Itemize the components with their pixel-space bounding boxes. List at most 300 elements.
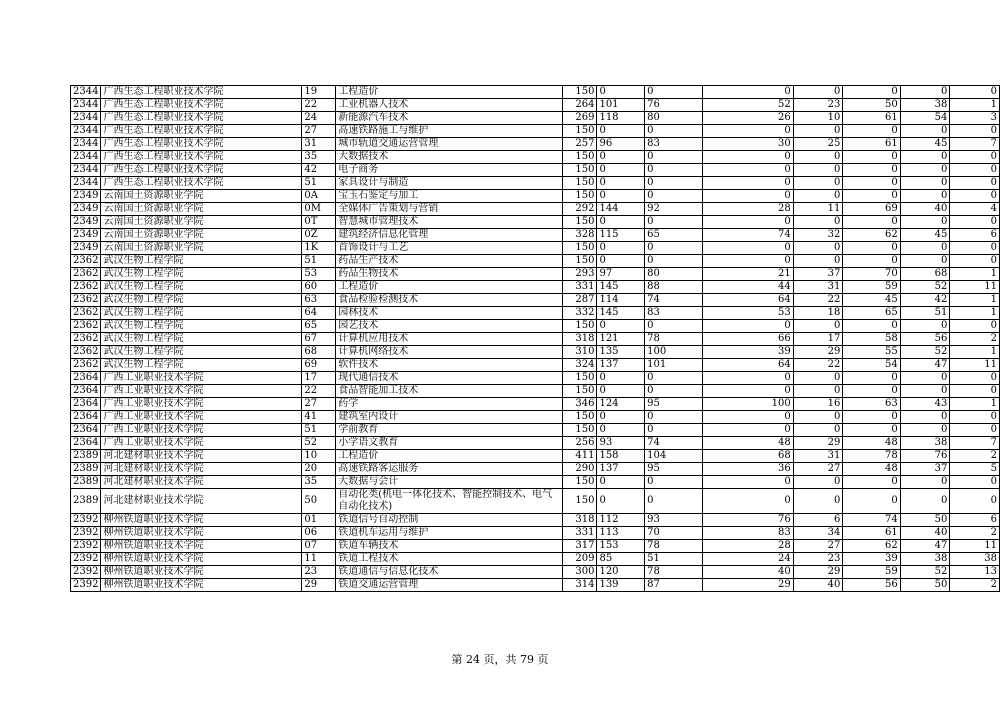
col-f-cell: 0 (900, 320, 950, 333)
school-code-cell: 2344 (71, 112, 101, 125)
major-name-cell: 铁道交通运营管理 (336, 579, 562, 592)
major-code-cell: 35 (302, 476, 336, 489)
plan-score-cell: 346 (562, 398, 597, 411)
school-code-cell: 2362 (71, 320, 101, 333)
plan-score-cell: 287 (562, 294, 597, 307)
major-name-cell: 电子商务 (336, 164, 562, 177)
school-name-cell: 河北建材职业技术学院 (101, 463, 302, 476)
col-b-cell: 0 (645, 190, 703, 203)
school-name-cell: 武汉生物工程学院 (101, 320, 302, 333)
table-row (71, 527, 1000, 540)
col-f-cell: 50 (900, 579, 950, 592)
table-row (71, 112, 1000, 125)
major-code-cell: 01 (302, 514, 336, 527)
table-row (71, 398, 1000, 411)
table-row (71, 514, 1000, 527)
plan-score-cell: 411 (562, 450, 597, 463)
col-f-cell: 68 (900, 268, 950, 281)
col-b-cell: 0 (645, 164, 703, 177)
col-f-cell: 0 (900, 476, 950, 489)
col-b-cell: 51 (645, 553, 703, 566)
col-g-cell: 7 (950, 437, 1000, 450)
major-name-cell: 软件技术 (336, 359, 562, 372)
table-row (71, 190, 1000, 203)
col-c-cell: 0 (702, 372, 793, 385)
plan-score-cell: 290 (562, 463, 597, 476)
col-d-cell: 25 (793, 138, 843, 151)
col-e-cell: 0 (843, 424, 900, 437)
col-b-cell: 87 (645, 579, 703, 592)
col-d-cell: 0 (793, 372, 843, 385)
col-b-cell: 101 (645, 359, 703, 372)
col-b-cell: 78 (645, 540, 703, 553)
plan-score-cell: 150 (562, 489, 597, 514)
col-c-cell: 0 (702, 411, 793, 424)
table-row (71, 320, 1000, 333)
major-name-cell: 学前教育 (336, 424, 562, 437)
table-row (71, 216, 1000, 229)
col-b-cell: 80 (645, 112, 703, 125)
school-name-cell: 柳州铁道职业技术学院 (101, 514, 302, 527)
table-row (71, 450, 1000, 463)
school-code-cell: 2389 (71, 450, 101, 463)
col-a-cell: 0 (597, 476, 645, 489)
school-name-cell: 河北建材职业技术学院 (101, 489, 302, 514)
col-a-cell: 97 (597, 268, 645, 281)
col-e-cell: 58 (843, 333, 900, 346)
col-c-cell: 0 (702, 255, 793, 268)
school-code-cell: 2364 (71, 398, 101, 411)
table-row (71, 151, 1000, 164)
col-f-cell: 50 (900, 514, 950, 527)
school-name-cell: 云南国土资源职业学院 (101, 216, 302, 229)
school-code-cell: 2344 (71, 151, 101, 164)
school-code-cell: 2392 (71, 527, 101, 540)
major-name-cell: 工程造价 (336, 86, 562, 99)
col-f-cell: 54 (900, 112, 950, 125)
table-row (71, 229, 1000, 242)
major-code-cell: 11 (302, 553, 336, 566)
major-code-cell: 0Z (302, 229, 336, 242)
col-a-cell: 0 (597, 164, 645, 177)
col-d-cell: 29 (793, 566, 843, 579)
major-code-cell: 51 (302, 255, 336, 268)
col-c-cell: 0 (702, 86, 793, 99)
plan-score-cell: 300 (562, 566, 597, 579)
col-f-cell: 52 (900, 566, 950, 579)
plan-score-cell: 150 (562, 164, 597, 177)
col-f-cell: 0 (900, 216, 950, 229)
table-row (71, 463, 1000, 476)
school-name-cell: 广西生态工程职业技术学院 (101, 125, 302, 138)
major-name-cell: 城市轨道交通运营管理 (336, 138, 562, 151)
plan-score-cell: 256 (562, 437, 597, 450)
school-code-cell: 2349 (71, 203, 101, 216)
table-row (71, 489, 1000, 514)
major-name-cell: 宝玉石鉴定与加工 (336, 190, 562, 203)
plan-score-cell: 150 (562, 476, 597, 489)
plan-score-cell: 324 (562, 359, 597, 372)
col-c-cell: 83 (702, 527, 793, 540)
col-g-cell: 0 (950, 164, 1000, 177)
major-code-cell: 0A (302, 190, 336, 203)
col-b-cell: 95 (645, 398, 703, 411)
col-f-cell: 45 (900, 229, 950, 242)
col-c-cell: 29 (702, 579, 793, 592)
col-b-cell: 70 (645, 527, 703, 540)
col-d-cell: 0 (793, 190, 843, 203)
school-name-cell: 武汉生物工程学院 (101, 281, 302, 294)
major-code-cell: 17 (302, 372, 336, 385)
col-f-cell: 0 (900, 177, 950, 190)
col-d-cell: 0 (793, 86, 843, 99)
col-e-cell: 62 (843, 229, 900, 242)
major-code-cell: 53 (302, 268, 336, 281)
col-g-cell: 11 (950, 359, 1000, 372)
col-b-cell: 83 (645, 307, 703, 320)
col-e-cell: 0 (843, 216, 900, 229)
school-code-cell: 2362 (71, 268, 101, 281)
col-e-cell: 0 (843, 242, 900, 255)
major-name-cell: 建筑经济信息化管理 (336, 229, 562, 242)
col-e-cell: 0 (843, 320, 900, 333)
major-code-cell: 27 (302, 125, 336, 138)
plan-score-cell: 150 (562, 177, 597, 190)
col-d-cell: 37 (793, 268, 843, 281)
school-name-cell: 广西生态工程职业技术学院 (101, 112, 302, 125)
major-code-cell: 35 (302, 151, 336, 164)
col-g-cell: 1 (950, 294, 1000, 307)
col-a-cell: 0 (597, 489, 645, 514)
col-b-cell: 0 (645, 177, 703, 190)
col-c-cell: 53 (702, 307, 793, 320)
col-f-cell: 0 (900, 164, 950, 177)
school-code-cell: 2364 (71, 437, 101, 450)
col-g-cell: 38 (950, 553, 1000, 566)
school-code-cell: 2344 (71, 177, 101, 190)
school-code-cell: 2392 (71, 540, 101, 553)
school-code-cell: 2349 (71, 229, 101, 242)
table-row (71, 566, 1000, 579)
col-c-cell: 0 (702, 190, 793, 203)
major-name-cell: 计算机应用技术 (336, 333, 562, 346)
col-a-cell: 0 (597, 125, 645, 138)
school-name-cell: 广西工业职业技术学院 (101, 398, 302, 411)
col-b-cell: 65 (645, 229, 703, 242)
school-name-cell: 柳州铁道职业技术学院 (101, 553, 302, 566)
plan-score-cell: 331 (562, 281, 597, 294)
col-d-cell: 31 (793, 450, 843, 463)
col-f-cell: 38 (900, 437, 950, 450)
col-a-cell: 121 (597, 333, 645, 346)
col-e-cell: 0 (843, 190, 900, 203)
major-name-cell: 建筑室内设计 (336, 411, 562, 424)
school-code-cell: 2344 (71, 164, 101, 177)
col-a-cell: 0 (597, 424, 645, 437)
school-code-cell: 2344 (71, 99, 101, 112)
major-code-cell: 19 (302, 86, 336, 99)
col-a-cell: 93 (597, 437, 645, 450)
plan-score-cell: 332 (562, 307, 597, 320)
col-g-cell: 11 (950, 540, 1000, 553)
school-name-cell: 广西工业职业技术学院 (101, 424, 302, 437)
plan-score-cell: 310 (562, 346, 597, 359)
col-c-cell: 44 (702, 281, 793, 294)
major-code-cell: 67 (302, 333, 336, 346)
school-name-cell: 柳州铁道职业技术学院 (101, 579, 302, 592)
col-a-cell: 0 (597, 372, 645, 385)
plan-score-cell: 150 (562, 372, 597, 385)
col-f-cell: 38 (900, 553, 950, 566)
table-row (71, 579, 1000, 592)
major-name-cell: 药品生物技术 (336, 268, 562, 281)
col-e-cell: 65 (843, 307, 900, 320)
col-g-cell: 4 (950, 203, 1000, 216)
col-g-cell: 0 (950, 216, 1000, 229)
col-e-cell: 0 (843, 177, 900, 190)
col-g-cell: 1 (950, 99, 1000, 112)
col-a-cell: 0 (597, 216, 645, 229)
col-g-cell: 0 (950, 177, 1000, 190)
major-name-cell: 铁道机车运用与维护 (336, 527, 562, 540)
col-e-cell: 56 (843, 579, 900, 592)
school-name-cell: 云南国土资源职业学院 (101, 203, 302, 216)
col-e-cell: 0 (843, 151, 900, 164)
col-a-cell: 0 (597, 177, 645, 190)
col-b-cell: 100 (645, 346, 703, 359)
col-e-cell: 45 (843, 294, 900, 307)
plan-score-cell: 264 (562, 99, 597, 112)
major-name-cell: 现代通信技术 (336, 372, 562, 385)
school-code-cell: 2362 (71, 294, 101, 307)
plan-score-cell: 150 (562, 151, 597, 164)
col-e-cell: 0 (843, 411, 900, 424)
col-e-cell: 0 (843, 86, 900, 99)
col-a-cell: 0 (597, 320, 645, 333)
col-g-cell: 0 (950, 372, 1000, 385)
col-g-cell: 1 (950, 346, 1000, 359)
col-e-cell: 48 (843, 437, 900, 450)
major-name-cell: 园林技术 (336, 307, 562, 320)
col-g-cell: 7 (950, 138, 1000, 151)
school-name-cell: 广西生态工程职业技术学院 (101, 151, 302, 164)
col-e-cell: 61 (843, 112, 900, 125)
school-code-cell: 2344 (71, 86, 101, 99)
col-a-cell: 85 (597, 553, 645, 566)
col-d-cell: 6 (793, 514, 843, 527)
major-code-cell: 06 (302, 527, 336, 540)
school-name-cell: 柳州铁道职业技术学院 (101, 527, 302, 540)
major-code-cell: 29 (302, 579, 336, 592)
table-row (71, 372, 1000, 385)
col-f-cell: 47 (900, 540, 950, 553)
major-name-cell: 铁道工程技术 (336, 553, 562, 566)
col-b-cell: 0 (645, 385, 703, 398)
col-f-cell: 51 (900, 307, 950, 320)
col-a-cell: 145 (597, 307, 645, 320)
school-name-cell: 广西工业职业技术学院 (101, 411, 302, 424)
school-name-cell: 武汉生物工程学院 (101, 294, 302, 307)
col-d-cell: 0 (793, 125, 843, 138)
table-row (71, 476, 1000, 489)
col-d-cell: 23 (793, 99, 843, 112)
col-a-cell: 0 (597, 190, 645, 203)
school-name-cell: 云南国土资源职业学院 (101, 242, 302, 255)
col-f-cell: 40 (900, 527, 950, 540)
table-row (71, 99, 1000, 112)
table-row (71, 346, 1000, 359)
school-code-cell: 2362 (71, 333, 101, 346)
col-d-cell: 17 (793, 333, 843, 346)
col-c-cell: 24 (702, 553, 793, 566)
school-code-cell: 2362 (71, 281, 101, 294)
major-code-cell: 07 (302, 540, 336, 553)
major-name-cell: 铁道信号自动控制 (336, 514, 562, 527)
plan-score-cell: 257 (562, 138, 597, 151)
plan-score-cell: 150 (562, 216, 597, 229)
col-c-cell: 64 (702, 359, 793, 372)
major-name-cell: 食品检验检测技术 (336, 294, 562, 307)
plan-score-cell: 150 (562, 411, 597, 424)
col-b-cell: 0 (645, 151, 703, 164)
col-a-cell: 0 (597, 86, 645, 99)
col-d-cell: 0 (793, 242, 843, 255)
col-c-cell: 100 (702, 398, 793, 411)
col-d-cell: 10 (793, 112, 843, 125)
table-row (71, 294, 1000, 307)
school-code-cell: 2364 (71, 372, 101, 385)
col-c-cell: 26 (702, 112, 793, 125)
col-e-cell: 69 (843, 203, 900, 216)
major-code-cell: 20 (302, 463, 336, 476)
col-d-cell: 23 (793, 553, 843, 566)
col-c-cell: 74 (702, 229, 793, 242)
major-name-cell: 自动化类(机电一体化技术、智能控制技术、电气自动化技术) (336, 489, 562, 514)
col-e-cell: 0 (843, 125, 900, 138)
col-a-cell: 158 (597, 450, 645, 463)
col-e-cell: 78 (843, 450, 900, 463)
school-code-cell: 2364 (71, 411, 101, 424)
school-code-cell: 2362 (71, 255, 101, 268)
col-a-cell: 0 (597, 385, 645, 398)
major-code-cell: 51 (302, 424, 336, 437)
col-e-cell: 54 (843, 359, 900, 372)
col-e-cell: 0 (843, 255, 900, 268)
col-a-cell: 144 (597, 203, 645, 216)
major-name-cell: 智慧城市管理技术 (336, 216, 562, 229)
col-e-cell: 0 (843, 164, 900, 177)
table-row (71, 307, 1000, 320)
table-row (71, 281, 1000, 294)
col-f-cell: 47 (900, 359, 950, 372)
col-g-cell: 0 (950, 320, 1000, 333)
page-footer: 第 24 页，共 79 页 (451, 653, 549, 666)
col-e-cell: 61 (843, 138, 900, 151)
col-b-cell: 78 (645, 333, 703, 346)
col-f-cell: 52 (900, 281, 950, 294)
school-code-cell: 2389 (71, 463, 101, 476)
col-c-cell: 0 (702, 320, 793, 333)
col-c-cell: 40 (702, 566, 793, 579)
school-code-cell: 2349 (71, 190, 101, 203)
col-g-cell: 3 (950, 112, 1000, 125)
col-c-cell: 0 (702, 489, 793, 514)
school-name-cell: 广西工业职业技术学院 (101, 372, 302, 385)
col-a-cell: 153 (597, 540, 645, 553)
col-a-cell: 137 (597, 359, 645, 372)
plan-score-cell: 150 (562, 242, 597, 255)
col-d-cell: 11 (793, 203, 843, 216)
table-row (71, 138, 1000, 151)
col-d-cell: 0 (793, 177, 843, 190)
col-d-cell: 22 (793, 359, 843, 372)
col-a-cell: 112 (597, 514, 645, 527)
col-f-cell: 38 (900, 99, 950, 112)
col-b-cell: 0 (645, 125, 703, 138)
major-name-cell: 计算机网络技术 (336, 346, 562, 359)
col-c-cell: 0 (702, 242, 793, 255)
col-f-cell: 52 (900, 346, 950, 359)
col-e-cell: 0 (843, 372, 900, 385)
plan-score-cell: 150 (562, 86, 597, 99)
col-f-cell: 0 (900, 489, 950, 514)
table-row (71, 333, 1000, 346)
major-code-cell: 0M (302, 203, 336, 216)
col-g-cell: 13 (950, 566, 1000, 579)
major-name-cell: 小学语文教育 (336, 437, 562, 450)
major-code-cell: 10 (302, 450, 336, 463)
school-name-cell: 武汉生物工程学院 (101, 255, 302, 268)
school-name-cell: 武汉生物工程学院 (101, 359, 302, 372)
table-row (71, 203, 1000, 216)
table-row (71, 540, 1000, 553)
major-name-cell: 园艺技术 (336, 320, 562, 333)
col-a-cell: 114 (597, 294, 645, 307)
col-e-cell: 61 (843, 527, 900, 540)
col-c-cell: 48 (702, 437, 793, 450)
school-code-cell: 2362 (71, 359, 101, 372)
major-code-cell: 31 (302, 138, 336, 151)
school-name-cell: 武汉生物工程学院 (101, 346, 302, 359)
col-f-cell: 76 (900, 450, 950, 463)
col-d-cell: 0 (793, 164, 843, 177)
col-b-cell: 83 (645, 138, 703, 151)
col-f-cell: 43 (900, 398, 950, 411)
major-name-cell: 铁道通信与信息化技术 (336, 566, 562, 579)
col-e-cell: 55 (843, 346, 900, 359)
major-code-cell: 1K (302, 242, 336, 255)
school-code-cell: 2364 (71, 424, 101, 437)
col-d-cell: 18 (793, 307, 843, 320)
col-d-cell: 0 (793, 216, 843, 229)
col-c-cell: 0 (702, 385, 793, 398)
col-b-cell: 76 (645, 99, 703, 112)
col-b-cell: 0 (645, 255, 703, 268)
col-f-cell: 42 (900, 294, 950, 307)
col-g-cell: 2 (950, 579, 1000, 592)
major-name-cell: 工程造价 (336, 281, 562, 294)
col-g-cell: 0 (950, 190, 1000, 203)
col-a-cell: 135 (597, 346, 645, 359)
col-c-cell: 76 (702, 514, 793, 527)
col-a-cell: 120 (597, 566, 645, 579)
school-name-cell: 云南国土资源职业学院 (101, 190, 302, 203)
col-f-cell: 0 (900, 411, 950, 424)
school-name-cell: 柳州铁道职业技术学院 (101, 566, 302, 579)
col-f-cell: 0 (900, 424, 950, 437)
major-name-cell: 药品生产技术 (336, 255, 562, 268)
col-d-cell: 16 (793, 398, 843, 411)
